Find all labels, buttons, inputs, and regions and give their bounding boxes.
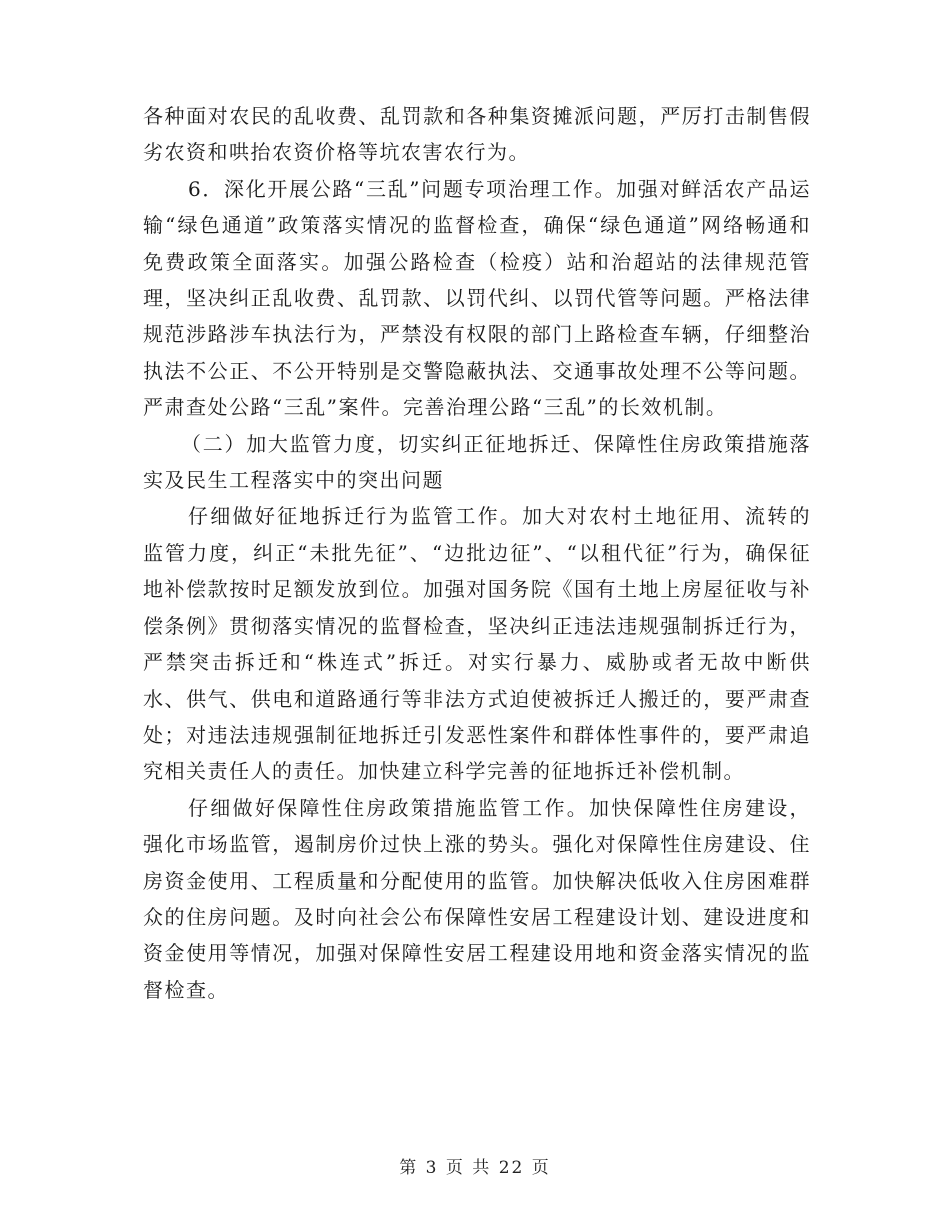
paragraph-continued: 各种面对农民的乱收费、乱罚款和各种集资摊派问题，严厉打击制售假劣农资和哄抬农资价格等坑农害农行为。	[143, 104, 811, 165]
section-heading-2: （二）加大监管力度，切实纠正征地拆迁、保障性住房政策措施落实及民生工程落实中的突出问题	[143, 431, 811, 493]
page-footer: 第 3 页 共 22 页	[399, 1158, 551, 1178]
paragraph-land-requisition: 仔细做好征地拆迁行为监管工作。加大对农村土地征用、流转的监管力度，纠正“未批先征”、“边批边征”、“以租代征”行为，确保征地补偿款按时足额发放到位。加强对国务院《国有土地上房屋征收与补偿条例》贯彻落实情况的监督检查，坚决纠正违法违规强制拆迁行为，严禁突击拆迁和“株连式”拆迁。对实行暴力、威胁或者无故中断供水、供气、供电和道路通行等非法方式迫使被拆迁人搬迁的，要严肃查处；对违法违规强制征地拆迁引发恶性案件和群体性事件的，要严肃追究相关责任人的责任。加快建立科学完善的征地拆迁补偿机制。	[143, 504, 811, 784]
paragraph-item-6-highway: 6．深化开展公路“三乱”问题专项治理工作。加强对鲜活农产品运输“绿色通道”政策落实情况的监督检查，确保“绿色通道”网络畅通和免费政策全面落实。加强公路检查（检疫）站和治超站的法律规范管理，坚决纠正乱收费、乱罚款、以罚代纠、以罚代管等问题。严格法律规范涉路涉车执法行为，严禁没有权限的部门上路检查车辆，仔细整治执法不公正、不公开特别是交警隐蔽执法、交通事故处理不公等问题。严肃查处公路“三乱”案件。完善治理公路“三乱”的长效机制。	[143, 176, 811, 420]
paragraph-affordable-housing: 仔细做好保障性住房政策措施监管工作。加快保障性住房建设，强化市场监管，遏制房价过快上涨的势头。强化对保障性住房建设、住房资金使用、工程质量和分配使用的监管。加快解决低收入住房困难群众的住房问题。及时向社会公布保障性安居工程建设计划、建设进度和资金使用等情况，加强对保障性安居工程建设用地和资金落实情况的监督检查。	[143, 795, 811, 1002]
document-body	[143, 98, 811, 1008]
